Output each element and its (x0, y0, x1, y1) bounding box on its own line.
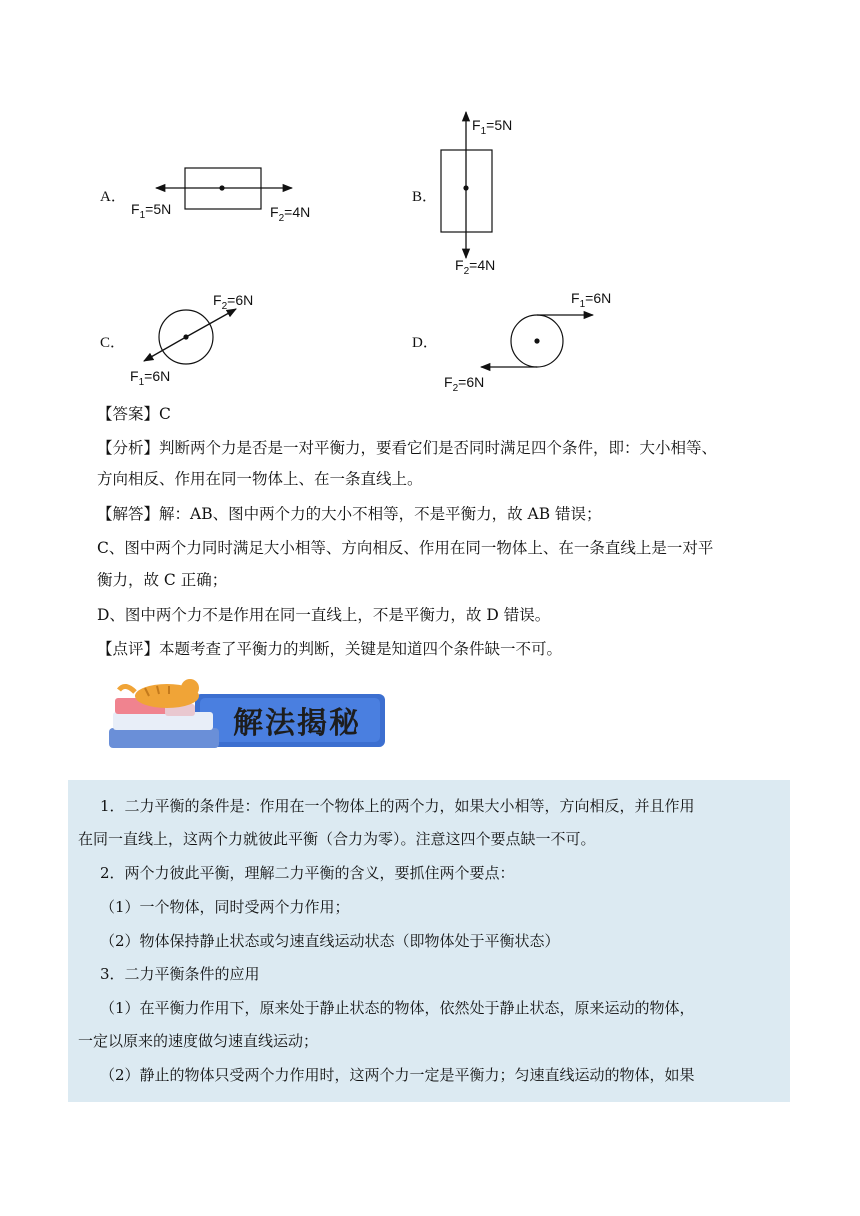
d-f1-label: $F_1=6N$ (571, 290, 612, 310)
option-a-label: A． (100, 189, 126, 205)
diagram-a (131, 168, 310, 224)
c-f2-label: $F_2=6N$ (213, 292, 254, 312)
diagram-c (130, 292, 253, 388)
a-f1-label: $F_1=5N$ (131, 201, 172, 221)
tip-2: 2．两个力彼此平衡，理解二力平衡的含义，要抓住两个要点： (100, 864, 515, 882)
tip-3-2: （2）静止的物体只受两个力作用时，这两个力一定是平衡力；匀速直线运动的物体，如果 (100, 1066, 695, 1084)
tip-2-1: （1）一个物体，同时受两个力作用； (100, 898, 350, 916)
solution-line-2: C、图中两个力同时满足大小相等、方向相反、作用在同一物体上、在一条直线上是一对平 (97, 539, 714, 557)
tip-3-1a: （1）在平衡力作用下，原来处于静止状态的物体，依然处于静止状态，原来运动的物体， (100, 999, 695, 1017)
tip-3: 3．二力平衡条件的应用 (100, 965, 260, 983)
tip-2-2: （2）物体保持静止状态或匀速直线运动状态（即物体处于平衡状态） (100, 932, 560, 950)
d-f2-label: $F_2=6N$ (444, 374, 485, 394)
b-f1-label: $F_1=5N$ (472, 117, 513, 137)
solution-line-4: D、图中两个力不是作用在同一直线上，不是平衡力，故 D 错误。 (97, 606, 551, 624)
section-banner (105, 676, 390, 752)
solution-line-1: 【解答】解：AB、图中两个力的大小不相等，不是平衡力，故 AB 错误； (97, 505, 602, 523)
a-f2-label: $F_2=4N$ (270, 204, 311, 224)
tip-1b: 在同一直线上，这两个力就彼此平衡（合力为零）。注意这四个要点缺一不可。 (78, 830, 596, 848)
b-f2-label: $F_2=4N$ (455, 257, 496, 277)
option-c-label: C． (100, 335, 126, 351)
option-d-label: D． (412, 335, 438, 351)
tip-1a: 1．二力平衡的条件是：作用在一个物体上的两个力，如果大小相等，方向相反，并且作用 (100, 797, 695, 815)
diagram-d (444, 290, 611, 394)
diagram-b (441, 112, 512, 277)
c-f1-label: $F_1=6N$ (130, 368, 171, 388)
answer-line: 【答案】C (97, 405, 171, 423)
solution-line-3: 衡力，故 C 正确； (97, 571, 228, 589)
banner-title: 解法揭秘 (233, 706, 361, 741)
analysis-line-1: 【分析】判断两个力是否是一对平衡力，要看它们是否同时满足四个条件，即：大小相等、 (97, 439, 718, 457)
force-diagrams (0, 0, 860, 400)
tip-3-1b: 一定以原来的速度做匀速直线运动； (78, 1032, 319, 1050)
option-b-label: B． (412, 189, 438, 205)
comment-line: 【点评】本题考查了平衡力的判断，关键是知道四个条件缺一不可。 (97, 640, 563, 658)
analysis-line-2: 方向相反、作用在同一物体上、在一条直线上。 (97, 470, 423, 488)
books-cat-icon (109, 679, 219, 748)
